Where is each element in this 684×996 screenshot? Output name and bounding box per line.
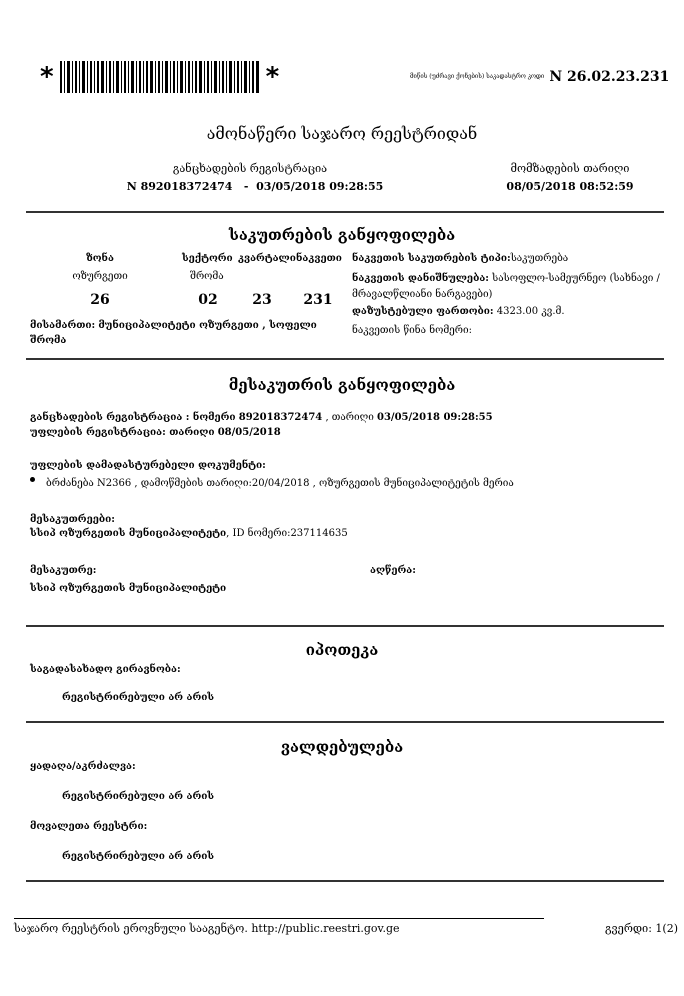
supporting-documents-label: უფლების დამადასტურებელი დოკუმენტი: — [30, 460, 266, 471]
parcel-label: ნაკვეთი — [296, 253, 342, 264]
address — [30, 318, 330, 348]
divider — [26, 625, 664, 627]
zone-code: 26 — [90, 292, 110, 308]
owner-name: სსიპ ოზურგეთის მუნიციპალიტეტი — [30, 583, 227, 594]
parcel-code: 231 — [303, 292, 333, 308]
sector-label: სექტორი — [182, 253, 233, 264]
description-label: აღწერა: — [370, 565, 416, 576]
ownership-type-label: ნაკვეთის საკუთრების ტიპი: — [352, 253, 511, 264]
divider — [26, 880, 664, 882]
owner-section-title: მესაკუთრის განყოფილება — [228, 376, 456, 394]
sector-name: შრომა — [190, 271, 224, 282]
owners-label: მესაკუთრეები: — [30, 514, 115, 525]
document-date: 20/04/2018 — [251, 478, 310, 489]
supporting-document-item — [46, 478, 656, 489]
parcel-area-value: 4323.00 კვ.მ. — [496, 306, 565, 317]
parcel-area — [352, 306, 662, 317]
zone-name: ოზურგეთი — [72, 271, 128, 282]
owners-id: , ID ნომერი:237114635 — [226, 528, 348, 539]
obligation-section-title: ვალდებულება — [280, 738, 404, 756]
registration-value: N 892018372474 - 03/05/2018 09:28:55 — [126, 180, 384, 193]
prepared-date-label: მომზადების თარიღი — [510, 162, 630, 175]
address-value: მუნიციპალიტეტი ოზურგეთი , სოფელი შრომა — [30, 320, 317, 346]
barcode-bars — [60, 61, 260, 93]
divider — [26, 721, 664, 723]
list-bullet — [30, 477, 35, 482]
page-number: გვერდი: 1(2) — [605, 922, 678, 935]
footer-divider — [14, 918, 544, 919]
parcel-purpose-value: სასოფლო-სამეურნეო (სახნავი / მრავალწლიანი ნარგავები) — [352, 273, 660, 300]
owners-entry — [30, 528, 630, 539]
owner-registration-number: 892018372474 — [238, 412, 323, 423]
right-registration-date: 08/05/2018 — [217, 427, 281, 438]
divider — [26, 211, 664, 213]
zone-label: ზონა — [86, 253, 114, 264]
document-number-prefix: მიწის (უძრავი ქონების) საკადასტრო კოდი — [410, 73, 545, 80]
document-issuer: , ოზურგეთის მუნიციპალიტეტის მერია — [312, 478, 514, 489]
prepared-date-value: 08/05/2018 08:52:59 — [506, 180, 634, 193]
document-number — [410, 66, 670, 85]
footer-agency: საჯარო რეესტრის ეროვნული სააგენტო. http://public.reestri.gov.ge — [14, 922, 400, 935]
tax-lien-value: რეგისტრირებული არ არის — [62, 692, 215, 703]
ownership-type-value: საკუთრება — [510, 253, 569, 264]
ownership-type — [352, 253, 662, 264]
barcode-end-mark: * — [265, 62, 280, 92]
owner-registration — [30, 412, 650, 423]
owner-label: მესაკუთრე: — [30, 565, 97, 576]
tax-lien-label: საგადასახადო გირავნობა: — [30, 664, 181, 675]
debtors-registry-value: რეგისტრირებული არ არის — [62, 851, 215, 862]
owner-registration-date-label: , თარიღი — [325, 412, 374, 423]
registration-label: განცხადების რეგისტრაცია — [172, 162, 328, 175]
owners-name: სსიპ ოზურგეთის მუნიციპალიტეტი — [30, 528, 227, 539]
owner-registration-label: განცხადების რეგისტრაცია : ნომერი — [30, 412, 236, 423]
divider — [26, 358, 664, 360]
parcel-area-label: დაზუსტებული ფართობი: — [352, 306, 494, 317]
quarter-label: კვარტალი — [238, 253, 296, 264]
right-registration — [30, 427, 650, 438]
barcode-start-mark: * — [40, 62, 54, 92]
parcel-purpose-label: ნაკვეთის დანიშნულება: — [352, 273, 489, 284]
barcode — [40, 60, 279, 94]
seizure-label: ყადაღა/აკრძალვა: — [30, 761, 136, 772]
right-registration-label: უფლების რეგისტრაცია: თარიღი — [30, 427, 215, 438]
mortgage-section-title: იპოთეკა — [305, 641, 379, 659]
previous-parcel-number-label: ნაკვეთის წინა ნომერი: — [352, 325, 472, 336]
document-number-value: N 26.02.23.231 — [549, 69, 670, 85]
document-text: ბრძანება N2366 , დამოწმების თარიღი: — [46, 478, 252, 489]
seizure-value: რეგისტრირებული არ არის — [62, 791, 215, 802]
sector-code: 02 — [198, 292, 218, 308]
address-label: მისამართი: — [30, 320, 96, 331]
owner-registration-date: 03/05/2018 09:28:55 — [377, 412, 493, 423]
debtors-registry-label: მოვალეთა რეესტრი: — [30, 821, 148, 832]
parcel-purpose — [352, 271, 662, 303]
property-section-title: საკუთრების განყოფილება — [228, 226, 456, 244]
page-title: ამონაწერი საჯარო რეესტრიდან — [206, 124, 478, 143]
quarter-code: 23 — [252, 292, 272, 308]
